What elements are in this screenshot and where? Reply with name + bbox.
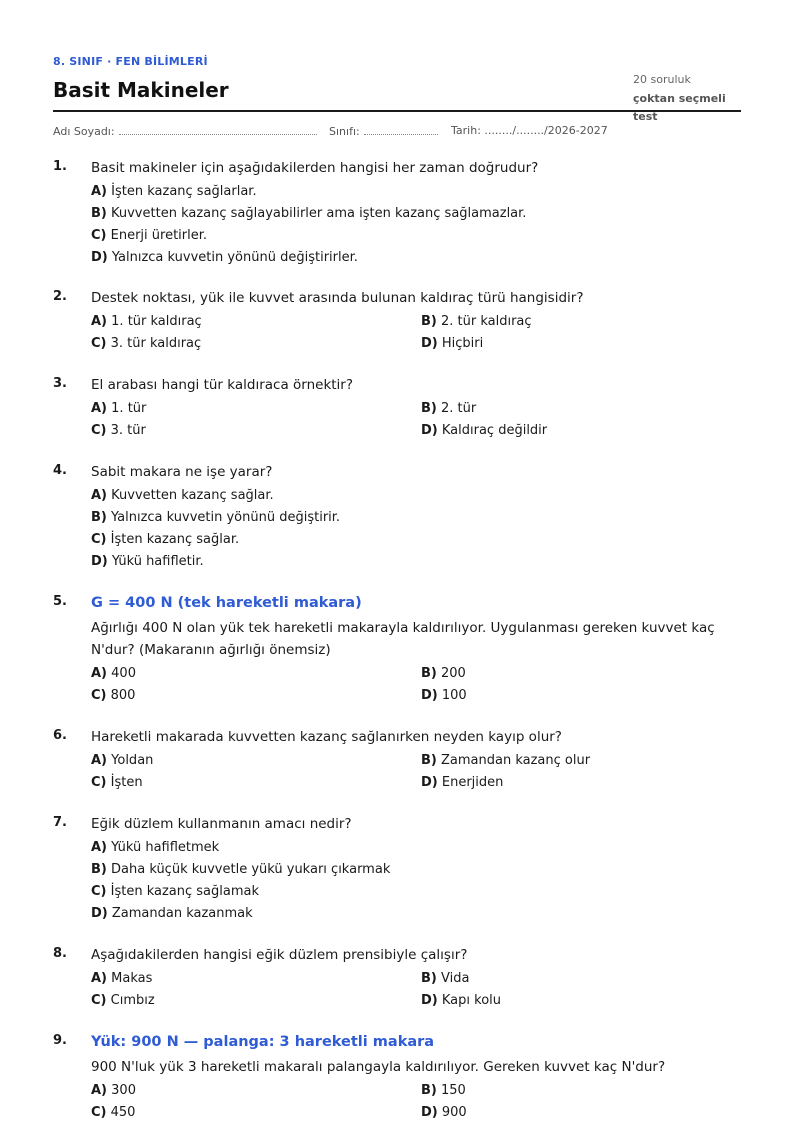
question-number: 7.	[53, 815, 67, 830]
name-field[interactable]	[53, 124, 317, 138]
question-number: 2.	[53, 289, 67, 304]
class-field[interactable]	[329, 124, 438, 138]
option-d[interactable]: D) Yalnızca kuvvetin yönünü değiştirirler.	[91, 250, 358, 265]
page-title: Basit Makineler	[53, 78, 229, 102]
option-b[interactable]: B) Vida	[421, 971, 470, 986]
option-d[interactable]: D) Enerjiden	[421, 775, 504, 790]
question-number: 8.	[53, 946, 67, 961]
question-count: 20 soruluk	[633, 73, 691, 86]
question-stem: 900 N'luk yük 3 hareketli makaralı palangayla kaldırılıyor. Gereken kuvvet kaç N'dur?	[91, 1059, 666, 1075]
option-c[interactable]: C) İşten kazanç sağlar.	[91, 532, 240, 547]
question-stem: El arabası hangi tür kaldıraca örnektir?	[91, 377, 354, 393]
student-fields	[53, 112, 741, 140]
option-b[interactable]: B) Zamandan kazanç olur	[421, 753, 591, 768]
question-stem: Hareketli makarada kuvvetten kazanç sağlanırken neyden kayıp olur?	[91, 729, 562, 745]
question-stem: Aşağıdakilerden hangisi eğik düzlem prensibiyle çalışır?	[91, 947, 468, 963]
name-label: Adı Soyadı:	[53, 125, 115, 138]
option-a[interactable]: A) 300	[91, 1083, 136, 1098]
option-d[interactable]: D) 900	[421, 1105, 467, 1120]
option-a[interactable]: A) 1. tür kaldıraç	[91, 314, 202, 329]
option-b[interactable]: B) 2. tür	[421, 401, 477, 416]
option-a[interactable]: A) 400	[91, 666, 136, 681]
option-c[interactable]: C) 450	[91, 1105, 136, 1120]
option-c[interactable]: C) Cımbız	[91, 993, 155, 1008]
test-type: çoktan seçmeli test	[633, 92, 726, 123]
question-4	[53, 461, 741, 573]
option-b[interactable]: B) 150	[421, 1083, 466, 1098]
question-stem: Sabit makara ne işe yarar?	[91, 464, 273, 480]
question-3	[53, 374, 741, 442]
question-stem: Destek noktası, yük ile kuvvet arasında bulunan kaldıraç türü hangisidir?	[91, 290, 584, 306]
option-c[interactable]: C) 3. tür	[91, 423, 146, 438]
question-number: 1.	[53, 159, 67, 174]
option-d[interactable]: D) Kaldıraç değildir	[421, 423, 548, 438]
question-5	[53, 592, 741, 707]
question-7	[53, 813, 741, 925]
option-d[interactable]: D) Kapı kolu	[421, 993, 502, 1008]
class-blank[interactable]	[364, 124, 438, 135]
option-d[interactable]: D) Zamandan kazanmak	[91, 906, 253, 921]
option-a[interactable]: A) Yükü hafifletmek	[91, 840, 220, 855]
question-2	[53, 287, 741, 355]
question-number: 4.	[53, 463, 67, 478]
option-d[interactable]: D) Hiçbiri	[421, 336, 484, 351]
name-blank[interactable]	[119, 124, 317, 135]
question-number: 9.	[53, 1033, 67, 1048]
option-c[interactable]: C) 800	[91, 688, 136, 703]
question-stem: Basit makineler için aşağıdakilerden hangisi her zaman doğrudur?	[91, 160, 539, 176]
question-8	[53, 944, 741, 1012]
question-stem: Eğik düzlem kullanmanın amacı nedir?	[91, 816, 352, 832]
option-c[interactable]: C) Enerji üretirler.	[91, 228, 208, 243]
question-title: G = 400 N (tek hareketli makara)	[91, 595, 362, 611]
option-c[interactable]: C) İşten kazanç sağlamak	[91, 884, 260, 899]
option-a[interactable]: A) Yoldan	[91, 753, 154, 768]
class-label: Sınıfı:	[329, 125, 360, 138]
date-value: ......../......../2026-2027	[484, 124, 608, 137]
option-d[interactable]: D) 100	[421, 688, 467, 703]
option-b[interactable]: B) Kuvvetten kazanç sağlayabilirler ama işten kazanç sağlamazlar.	[91, 206, 527, 221]
option-c[interactable]: C) İşten	[91, 775, 143, 790]
option-a[interactable]: A) Makas	[91, 971, 153, 986]
page-header	[53, 0, 741, 123]
question-9	[53, 1031, 741, 1124]
option-c[interactable]: C) 3. tür kaldıraç	[91, 336, 202, 351]
option-d[interactable]: D) Yükü hafifletir.	[91, 554, 204, 569]
question-number: 6.	[53, 728, 67, 743]
question-number: 3.	[53, 376, 67, 391]
date-label: Tarih:	[451, 124, 481, 137]
option-b[interactable]: B) 200	[421, 666, 466, 681]
option-a[interactable]: A) İşten kazanç sağlarlar.	[91, 184, 257, 199]
date-field[interactable]	[451, 124, 608, 137]
question-title: Yük: 900 N — palanga: 3 hareketli makara	[91, 1034, 435, 1050]
option-b[interactable]: B) 2. tür kaldıraç	[421, 314, 532, 329]
option-a[interactable]: A) 1. tür	[91, 401, 147, 416]
question-1	[53, 157, 741, 269]
option-b[interactable]: B) Daha küçük kuvvetle yükü yukarı çıkarmak	[91, 862, 391, 877]
question-6	[53, 726, 741, 794]
subject-label: 8. SINIF · FEN BİLİMLERİ	[53, 55, 208, 68]
option-a[interactable]: A) Kuvvetten kazanç sağlar.	[91, 488, 274, 503]
question-number: 5.	[53, 594, 67, 609]
question-stem: Ağırlığı 400 N olan yük tek hareketli makarayla kaldırılıyor. Uygulanması gereken kuvvet kaç N'dur? (Makaranın ağırlığı önemsiz)	[91, 620, 715, 658]
option-b[interactable]: B) Yalnızca kuvvetin yönünü değiştirir.	[91, 510, 341, 525]
